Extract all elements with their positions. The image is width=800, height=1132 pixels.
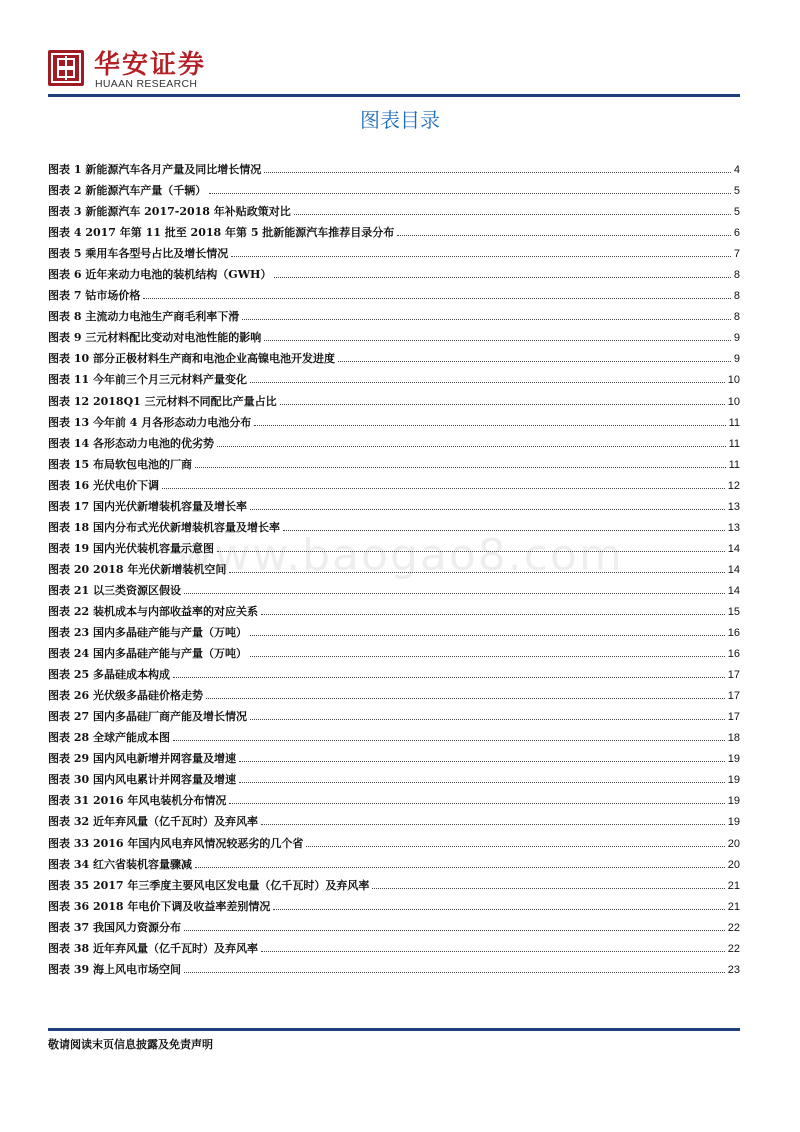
toc-entry-page[interactable]: 21 [727, 879, 740, 892]
toc-entry-page[interactable]: 13 [727, 500, 740, 513]
toc-entry[interactable] [48, 706, 740, 727]
toc-entry[interactable] [48, 833, 740, 854]
toc-entry-label[interactable]: 图表 14 各形态动力电池的优劣势 [48, 436, 214, 450]
toc-entry[interactable] [48, 875, 740, 896]
toc-entry[interactable] [48, 811, 740, 832]
toc-entry-page[interactable]: 9 [733, 353, 740, 366]
toc-entry-label[interactable]: 图表 19 国内光伏装机容量示意图 [48, 541, 214, 555]
toc-entry-label[interactable]: 图表 16 光伏电价下调 [48, 478, 159, 492]
toc-entry[interactable] [48, 243, 740, 264]
toc-dot-leader [250, 627, 725, 636]
toc-entry-label[interactable]: 图表 36 2018 年电价下调及收益率差别情况 [48, 899, 271, 913]
toc-entry[interactable] [48, 306, 740, 327]
toc-entry[interactable] [48, 769, 740, 790]
toc-dot-leader [261, 816, 725, 825]
toc-entry-page[interactable]: 14 [727, 584, 740, 597]
toc-dot-leader [229, 564, 724, 573]
toc-entry[interactable] [48, 159, 740, 180]
toc-entry-page[interactable]: 8 [733, 269, 740, 282]
toc-dot-leader [250, 711, 725, 720]
toc-entry[interactable] [48, 433, 740, 454]
toc-entry[interactable] [48, 917, 740, 938]
toc-entry-label[interactable]: 图表 18 国内分布式光伏新增装机容量及增长率 [48, 520, 280, 534]
toc-entry[interactable] [48, 454, 740, 475]
toc-entry-label[interactable]: 图表 4 2017 年第 11 批至 2018 年第 5 批新能源汽车推荐目录分布 [48, 226, 395, 240]
toc-entry[interactable] [48, 790, 740, 811]
page-title: 图表目录 [360, 108, 440, 132]
brand-name-cn: 华安证券 [94, 50, 207, 80]
toc-entry-page[interactable]: 11 [728, 458, 740, 471]
toc-entry-page[interactable]: 19 [727, 816, 740, 829]
toc-entry-page[interactable]: 19 [727, 774, 740, 787]
toc-entry[interactable] [48, 622, 740, 643]
toc-entry-page[interactable]: 18 [727, 732, 740, 745]
toc-entry-page[interactable]: 11 [728, 437, 740, 450]
toc-entry-label[interactable]: 图表 30 国内风电累计并网容量及增速 [48, 773, 236, 787]
toc-entry-page[interactable]: 22 [727, 942, 740, 955]
toc-entry-page[interactable]: 19 [727, 753, 740, 766]
table-of-figures [48, 159, 740, 980]
toc-entry[interactable] [48, 748, 740, 769]
toc-entry-page[interactable]: 20 [727, 837, 740, 850]
toc-entry[interactable] [48, 222, 740, 243]
toc-dot-leader [173, 669, 725, 678]
toc-entry-label[interactable]: 图表 34 红六省装机容量骤减 [48, 857, 192, 871]
toc-entry-page[interactable]: 12 [727, 479, 740, 492]
toc-entry-label[interactable]: 图表 28 全球产能成本图 [48, 731, 170, 745]
toc-entry-page[interactable]: 14 [727, 563, 740, 576]
toc-entry-page[interactable]: 7 [733, 248, 740, 261]
toc-dot-leader [264, 332, 731, 341]
toc-dot-leader [294, 206, 731, 215]
toc-entry[interactable] [48, 559, 740, 580]
toc-dot-leader [338, 353, 731, 362]
toc-dot-leader [184, 585, 725, 594]
toc-dot-leader [195, 459, 726, 468]
toc-dot-leader [242, 311, 731, 320]
footer-divider [48, 1028, 740, 1031]
toc-entry-label[interactable]: 图表 24 国内多晶硅产能与产量（万吨） [48, 647, 247, 661]
toc-dot-leader [261, 606, 725, 615]
toc-entry-label[interactable]: 图表 5 乘用车各型号占比及增长情况 [48, 247, 229, 261]
toc-dot-leader [280, 396, 725, 405]
toc-dot-leader [254, 417, 725, 426]
toc-dot-leader [217, 543, 725, 552]
toc-entry-page[interactable]: 14 [727, 542, 740, 555]
toc-entry-page[interactable]: 8 [733, 311, 740, 324]
toc-entry[interactable] [48, 327, 740, 348]
toc-dot-leader [184, 964, 725, 973]
toc-entry-label[interactable]: 图表 39 海上风电市场空间 [48, 962, 181, 976]
toc-entry-page[interactable]: 17 [727, 711, 740, 724]
toc-entry[interactable] [48, 685, 740, 706]
toc-entry[interactable] [48, 938, 740, 959]
toc-entry-label[interactable]: 图表 26 光伏级多晶硅价格走势 [48, 689, 203, 703]
toc-entry-page[interactable]: 9 [733, 332, 740, 345]
toc-dot-leader [372, 880, 724, 889]
toc-entry[interactable] [48, 959, 740, 980]
toc-dot-leader [397, 227, 731, 236]
toc-entry-label[interactable]: 图表 7 钴市场价格 [48, 289, 141, 303]
toc-dot-leader [250, 374, 725, 383]
toc-entry[interactable] [48, 643, 740, 664]
toc-dot-leader [173, 732, 725, 741]
toc-entry-label[interactable]: 图表 12 2018Q1 三元材料不同配比产量占比 [48, 394, 277, 408]
toc-dot-leader [195, 859, 725, 868]
toc-entry-label[interactable]: 图表 15 布局软包电池的厂商 [48, 457, 192, 471]
toc-dot-leader [162, 480, 725, 489]
toc-dot-leader [273, 901, 724, 910]
toc-entry-label[interactable]: 图表 29 国内风电新增并网容量及增速 [48, 752, 236, 766]
toc-dot-leader [231, 248, 731, 257]
toc-entry[interactable] [48, 854, 740, 875]
toc-entry[interactable] [48, 896, 740, 917]
toc-dot-leader [229, 795, 724, 804]
toc-dot-leader [250, 648, 725, 657]
toc-entry-page[interactable]: 16 [727, 648, 740, 661]
toc-entry[interactable] [48, 348, 740, 369]
toc-entry-page[interactable]: 19 [727, 795, 740, 808]
toc-entry-label[interactable]: 图表 8 主流动力电池生产商毛利率下滑 [48, 310, 240, 324]
toc-entry[interactable] [48, 538, 740, 559]
toc-entry[interactable] [48, 180, 740, 201]
toc-entry-label[interactable]: 图表 1 新能源汽车各月产量及同比增长情况 [48, 163, 262, 176]
toc-entry-label[interactable]: 图表 9 三元材料配比变动对电池性能的影响 [48, 331, 262, 345]
toc-entry-page[interactable]: 6 [733, 227, 740, 240]
toc-entry[interactable] [48, 601, 740, 622]
disclaimer-text: 敬请阅读末页信息披露及免责声明 [48, 1038, 213, 1051]
toc-entry-page[interactable]: 16 [727, 627, 740, 640]
toc-entry[interactable] [48, 517, 740, 538]
toc-entry-label[interactable]: 图表 17 国内光伏新增装机容量及增长率 [48, 499, 247, 513]
toc-entry-label[interactable]: 图表 33 2016 年国内风电弃风情况较恶劣的几个省 [48, 836, 304, 850]
toc-entry-label[interactable]: 图表 31 2016 年风电装机分布情况 [48, 794, 227, 808]
toc-dot-leader [306, 838, 724, 847]
toc-entry-label[interactable]: 图表 3 新能源汽车 2017-2018 年补贴政策对比 [48, 205, 291, 219]
toc-entry-label[interactable]: 图表 38 近年弃风量（亿千瓦时）及弃风率 [48, 941, 258, 955]
toc-entry-page[interactable]: 13 [727, 521, 740, 534]
toc-entry[interactable] [48, 412, 740, 433]
toc-entry[interactable] [48, 264, 740, 285]
toc-entry[interactable] [48, 475, 740, 496]
toc-entry-page[interactable]: 4 [733, 164, 740, 176]
toc-entry-page[interactable]: 10 [727, 395, 740, 408]
toc-dot-leader [143, 290, 731, 299]
toc-dot-leader [184, 922, 725, 931]
toc-entry-label[interactable]: 图表 6 近年来动力电池的装机结构（GWH） [48, 268, 272, 282]
toc-entry-page[interactable]: 17 [727, 690, 740, 703]
toc-entry[interactable] [48, 580, 740, 601]
toc-entry-label[interactable]: 图表 37 我国风力资源分布 [48, 920, 181, 934]
toc-entry-label[interactable]: 图表 21 以三类资源区假设 [48, 583, 181, 597]
toc-entry-label[interactable]: 图表 22 装机成本与内部收益率的对应关系 [48, 604, 258, 618]
toc-entry-page[interactable]: 10 [727, 374, 740, 387]
toc-entry[interactable] [48, 391, 740, 412]
toc-entry-label[interactable]: 图表 20 2018 年光伏新增装机空间 [48, 562, 227, 576]
toc-entry-label[interactable]: 图表 10 部分正极材料生产商和电池企业高镍电池开发进度 [48, 352, 335, 366]
toc-entry-page[interactable]: 5 [733, 185, 740, 198]
toc-entry[interactable] [48, 664, 740, 685]
toc-entry-page[interactable]: 20 [727, 858, 740, 871]
toc-dot-leader [264, 164, 731, 173]
toc-entry-label[interactable]: 图表 32 近年弃风量（亿千瓦时）及弃风率 [48, 815, 258, 829]
toc-entry[interactable] [48, 285, 740, 306]
toc-entry-page[interactable]: 21 [727, 900, 740, 913]
toc-entry-page[interactable]: 15 [727, 605, 740, 618]
toc-entry-page[interactable]: 17 [727, 669, 740, 682]
toc-entry-label[interactable]: 图表 11 今年前三个月三元材料产量变化 [48, 373, 247, 387]
toc-entry-label[interactable]: 图表 2 新能源汽车产量（千辆） [48, 184, 207, 198]
toc-dot-leader [261, 943, 725, 952]
toc-dot-leader [217, 438, 726, 447]
toc-entry-label[interactable]: 图表 23 国内多晶硅产能与产量（万吨） [48, 626, 247, 640]
toc-entry[interactable] [48, 201, 740, 222]
toc-dot-leader [206, 690, 725, 699]
brand-name-en: HUAAN RESEARCH [95, 78, 198, 90]
toc-entry-page[interactable]: 23 [727, 963, 740, 976]
header-divider [48, 94, 740, 97]
toc-entry-label[interactable]: 图表 25 多晶硅成本构成 [48, 668, 170, 682]
huaan-logo-icon [48, 50, 84, 86]
toc-dot-leader [209, 185, 731, 194]
toc-entry[interactable] [48, 496, 740, 517]
toc-entry-label[interactable]: 图表 27 国内多晶硅厂商产能及增长情况 [48, 710, 247, 724]
toc-entry[interactable] [48, 369, 740, 390]
toc-dot-leader [239, 753, 725, 762]
toc-entry-label[interactable]: 图表 13 今年前 4 月各形态动力电池分布 [48, 415, 252, 429]
page-header [48, 40, 740, 96]
watermark: www.baogao8.com [176, 530, 624, 581]
toc-entry[interactable] [48, 727, 740, 748]
toc-entry-page[interactable]: 11 [728, 416, 740, 429]
toc-entry-page[interactable]: 22 [727, 921, 740, 934]
toc-entry-page[interactable]: 8 [733, 290, 740, 303]
toc-entry-page[interactable]: 5 [733, 206, 740, 219]
toc-dot-leader [250, 501, 725, 510]
toc-dot-leader [283, 522, 725, 531]
toc-entry-label[interactable]: 图表 35 2017 年三季度主要风电区发电量（亿千瓦时）及弃风率 [48, 878, 370, 892]
toc-dot-leader [239, 774, 725, 783]
toc-dot-leader [274, 269, 730, 278]
